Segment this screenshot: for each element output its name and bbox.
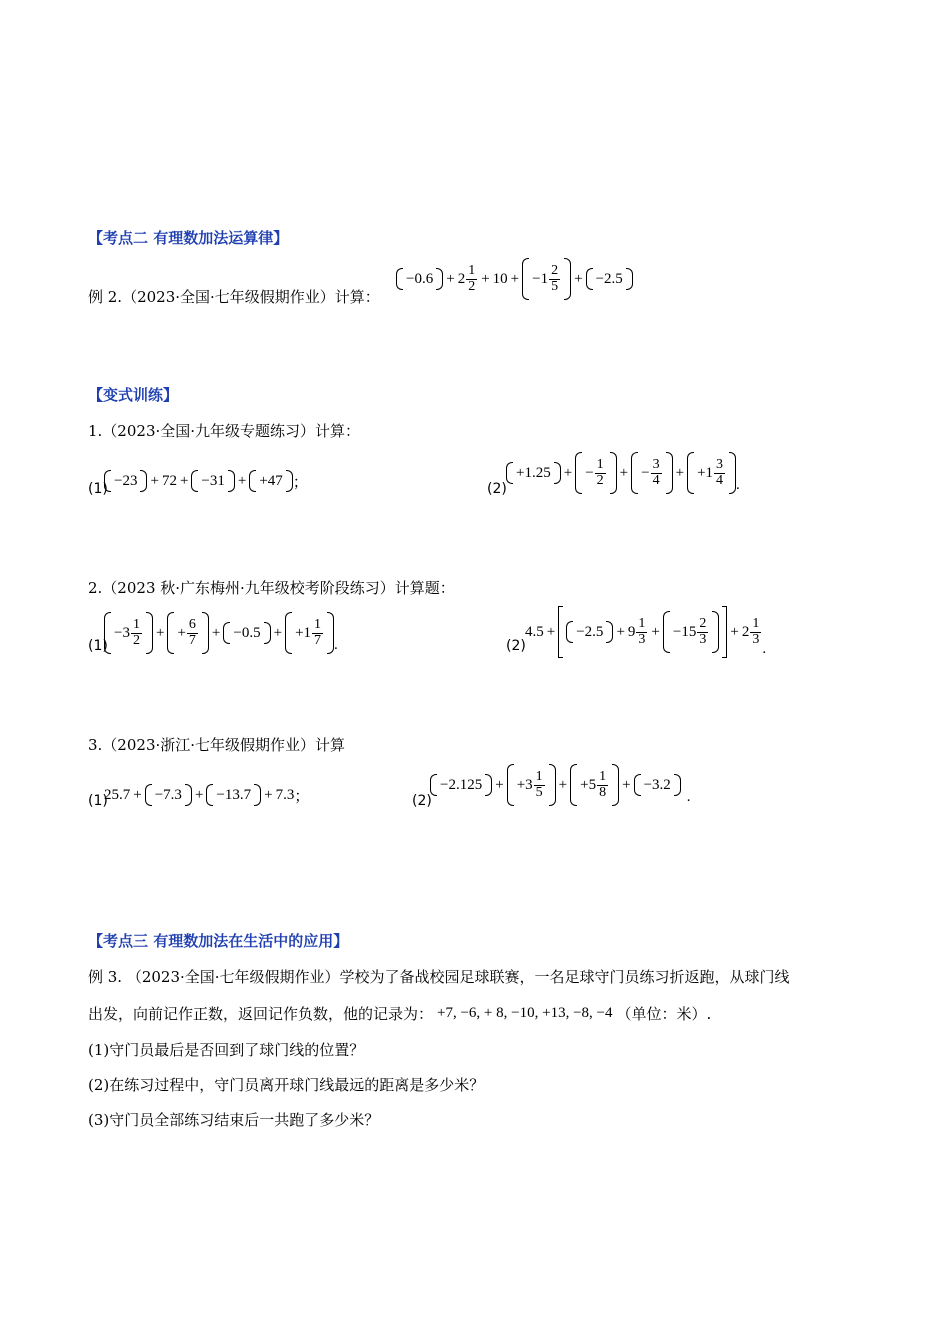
- question-1-text: 1.（2023·全国·九年级专题练习）计算：: [88, 422, 361, 440]
- q2-part2-label: (2): [506, 638, 526, 654]
- q2-part2-expression: 4.5 + −2.5 + 9 $\frac{1}{3}$ + −15 $\frac{2}{3}$ + 2 $\frac{1}{3}$ .: [525, 606, 766, 658]
- q3-part2-expression: −2.125 + +3 $\frac{1}{5}$ + +5 $\frac{1}{8}$ + −3.2 .: [430, 764, 691, 806]
- example-2-text: 例 2.（2023·全国·七年级假期作业）计算：: [88, 288, 380, 306]
- example-3-records: +7, −6, + 8, −10, +13, −8, −4: [437, 1005, 613, 1021]
- q1-part1-semicolon: ；: [292, 474, 308, 491]
- question-2-text: 2.（2023 秋·广东梅州·九年级校考阶段练习）计算题：: [88, 579, 455, 597]
- q1-part2-expression: +1.25 + − $\frac{1}{2}$ + − $\frac{3}{4}$ + +1 $\frac{3}{4}$ .: [506, 452, 740, 494]
- q2-part1-label: (1): [88, 638, 108, 654]
- q3-part1-label: (1): [88, 793, 108, 809]
- q2-part1-expression: −3 $\frac{1}{2}$ + + $\frac{6}{7}$ + −0.5 + +1 $\frac{1}{7}$ .: [104, 612, 338, 654]
- example-3-sub1: (1)守门员最后是否回到了球门线的位置？: [88, 1041, 365, 1059]
- example-3-line2: [88, 1003, 711, 1024]
- variant-heading: 【变式训练】: [88, 386, 179, 404]
- section-heading-3: 【考点三 有理数加法在生活中的应用】: [88, 932, 349, 950]
- q3-part1-semicolon: ；: [294, 788, 310, 805]
- q2-part2-period: .: [762, 641, 767, 657]
- example-3-line2-a: 出发，向前记作正数，返回记作负数，他的记录为：: [88, 1005, 434, 1023]
- question-3-text: 3.（2023·浙江·七年级假期作业）计算: [88, 736, 346, 754]
- example-2-expression: −0.6 + 2 $\frac{1}{2}$ + 10 + −1 $\frac{2}{5}$ + −2.5: [396, 258, 633, 300]
- q1-part1-label: (1): [88, 481, 108, 497]
- q2-part1-period: .: [334, 637, 338, 653]
- q3-part1-expression: 25.7 + −7.3 + −13.7 + 7.3 ；: [104, 784, 309, 806]
- q1-part2-period: .: [736, 477, 740, 493]
- example-3-sub2: (2)在练习过程中，守门员离开球门线最远的距离是多少米？: [88, 1076, 485, 1094]
- q1-part1-expression: −23 + 72 + −31 + +47 ；: [104, 470, 308, 492]
- q3-part2-label: (2): [412, 793, 432, 809]
- example-3-line1: 例 3. （2023·全国·七年级假期作业）学校为了备战校园足球联赛，一名足球守门员练习折返跑，从球门线: [88, 968, 790, 986]
- q3-part2-period: .: [686, 789, 691, 805]
- example-3-line2-b: （单位：米）.: [616, 1005, 712, 1023]
- section-heading-2: 【考点二 有理数加法运算律】: [88, 229, 289, 247]
- q1-part2-label: (2): [487, 481, 507, 497]
- example-3-sub3: (3)守门员全部练习结束后一共跑了多少米？: [88, 1111, 380, 1129]
